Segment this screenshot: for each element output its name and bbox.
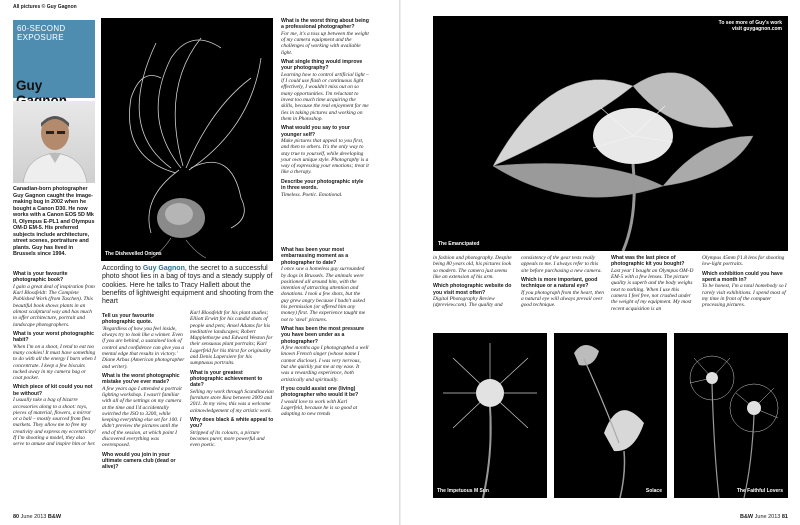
question-8: Why does black & white appeal to you? <box>190 417 274 430</box>
spine-gutter <box>399 0 401 525</box>
standfirst <box>102 265 274 306</box>
website-promo <box>719 20 782 32</box>
answer-15: I would love to work with Karl Lagerfeld, because he is so good at adapting to new trends <box>281 398 358 418</box>
left-column-4 <box>281 18 369 198</box>
photo-caption-impetuous: The Impetuous M Sun <box>437 488 489 494</box>
answer-17: Digital Photography Review (dpreview.com). The quality and <box>433 296 503 309</box>
question-19: Which is more important, good technique or a natural eye? <box>521 276 598 290</box>
question-20: What was the last piece of photographic kit you bought? <box>611 255 685 268</box>
question-22: Which exhibition could you have spent a month in? <box>702 270 783 283</box>
answer-9: For me, it's a toss up between the weight of my camera equipment and the challenges of working with available light. <box>281 30 369 56</box>
answer-2: When I'm on a shoot, I tend to eat too many cookies! It must have something to do with all the energy I burn when I concentrate. I keep a few biscuits tucked away in my camera bag or coat pocket. <box>13 343 96 382</box>
folio-left <box>13 514 61 520</box>
photo-caption-solace: Solace <box>645 488 662 494</box>
answer-16: in fashion and photography. Despite being 80 years old, his pictures look so modern. The camera just seems like an extension of his arm. <box>433 255 512 280</box>
standfirst-name: Guy Gagnon <box>142 265 185 272</box>
answer-1: I gain a great deal of inspiration from Karl Blossfeldt: The Complete Published Work (from Taschen). This beautiful book shows plants in an almost sculptural way and has much to offer architecture, portrait and landscape photographers. <box>13 283 95 328</box>
question-10: What single thing would improve your photography? <box>281 59 363 72</box>
photo-credit: All pictures © Guy Gagnon <box>13 4 77 10</box>
section-kicker-2: EXPOSURE <box>17 33 64 42</box>
answer-18: consistency of the gear tests really appeals to me. I always refer to this site before purchasing a new camera. <box>521 255 602 274</box>
answer-20: Last year I bought an Olympus OM-D EM-5 with a few lenses. The picture quality is superb and the body weighs next to nothing. When I use this camera I feel free, not crushed under the weight of my equipment. My most recent acquisition is an <box>611 267 694 312</box>
answer-5: A few years ago I attended a portrait lighting workshop. I wasn't familiar with all of the settings on my camera at the time and I'd accidentally switched the ISO to 3200, while keeping everything else set for 100. I didn't preview the pictures until the end of the session, at which point I discovered everything was overexposed. <box>102 385 182 449</box>
photo-impetuous-sun <box>433 333 547 498</box>
thistle-illustration <box>674 333 788 498</box>
photo-dishevelled-onions <box>101 18 273 261</box>
page-number-left: 80 <box>13 514 20 520</box>
portrait-photo <box>13 101 95 183</box>
question-2: What is your worst photographic habit? <box>13 330 94 344</box>
photo-faithful-lovers <box>674 333 788 498</box>
bio-text: Canadian-born photographer Guy Gagnon caught the image-making bug in 2002 when he bought a Canon D30. He now works with a Canon EOS 5D Mk II, Olympus E-PL1 and Olympus OM-D EM-5. His preferred subjects include architecture, street scenes, portraiture and plants. Guy has lived in Brussels since 1994. <box>13 186 95 257</box>
subject-name: Guy <box>16 78 43 93</box>
onion-illustration <box>101 18 273 261</box>
left-column-1 <box>13 268 96 448</box>
question-11: What would you say to your younger self? <box>281 125 350 138</box>
left-column-3 <box>190 310 274 449</box>
right-column-4 <box>702 255 788 309</box>
photo-caption-onions: The Dishevelled Onions <box>105 251 162 257</box>
answer-19: If you photograph from the heart, then a natural eye will always prevail over good technique. <box>521 289 604 309</box>
question-5: What is the worst photographic mistake you've ever made? <box>102 372 180 386</box>
standfirst-pre: According to <box>102 265 143 272</box>
page-number-right: 81 <box>781 514 788 520</box>
question-1: What is your favourite photographic book? <box>13 271 68 284</box>
question-12: Describe your photographic style in three words. <box>281 178 364 192</box>
question-4: Tell us your favourite photographic quote. <box>102 313 155 326</box>
left-column-2 <box>102 310 185 471</box>
magazine-name-right: B&W <box>739 514 754 520</box>
question-14: What has been the most pressure you have been under as a photographer? <box>281 325 365 345</box>
website-url: visit guygagnon.com <box>731 26 782 32</box>
section-tag <box>13 20 95 98</box>
right-column-3 <box>611 255 695 312</box>
answer-13: I once saw a homeless guy surrounded by dogs in Brussels. The animals were positioned all around him, with the intention of attracting attention and donations. I took a few shots, but the guy grew angry because I hadn't asked his permission (or offered him any money) first. The experience taught me not to 'steal' pictures. <box>281 266 366 323</box>
answer-14: A few months ago I photographed a well known French singer (whose name I cannot disclose). I was very nervous, but she quickly put me at my ease. It was a rewarding experience, both artistically and spiritually. <box>281 345 369 383</box>
photo-emancipated <box>433 16 788 251</box>
answer-21: Olympus 45mm f/1.8 lens for shooting low-light portraits. <box>702 255 785 268</box>
issue-date-right: June 2013 <box>754 514 781 520</box>
answer-11: Make pictures that appeal to you first, and then to others. It's the only way to stay true to yourself, while developing your own unique style. Photography is a way of expressing your emotions; treat it like a therapy. <box>281 138 369 176</box>
website-promo-line1: To see more of Guy's work <box>718 20 782 26</box>
magazine-name-left: B&W <box>47 514 62 520</box>
issue-date-left: June 2013 <box>20 514 47 520</box>
sunflower-illustration <box>433 333 547 498</box>
photo-solace <box>554 333 667 498</box>
flower-illustration <box>433 16 788 251</box>
right-spill-column <box>281 244 369 418</box>
photo-caption-emancipated: The Emancipated <box>438 241 480 247</box>
standfirst-post: , the secret to a successful photo shoot lies in a bag of toys and a steady supply of cookies. Here he talks to Tracy Hallett about the benefits of lightweight equipment and shooting from the heart <box>102 265 274 306</box>
portrait-figure <box>13 101 95 183</box>
question-6: Who would you join in your ultimate camera club (dead or alive)? <box>102 451 176 471</box>
question-17: Which photographic website do you visit most often? <box>433 283 512 296</box>
right-column-1 <box>433 255 515 309</box>
question-15: If you could assist one (living) photographer who would it be? <box>281 385 359 399</box>
question-3: Which piece of kit could you not be without? <box>13 384 93 397</box>
answer-6: Karl Blossfeldt for his plant studies; Elliott Erwitt for his candid shots of people and pets; Ansel Adams for his meditative landscapes; Robert Mapplethorpe and Edward Weston for their sensuous plant portraits; Karl Lagerfeld for his thirst for originality and Denis Lapersiere for his sumptuous portraits. <box>190 310 273 367</box>
answer-8: Stripped of its colours, a picture becomes purer, more powerful and even poetic. <box>190 429 265 449</box>
right-column-2 <box>521 255 605 309</box>
photo-caption-faithful: The Faithful Lovers <box>736 488 783 494</box>
folio-right <box>740 514 788 520</box>
question-13: What has been your most embarrassing moment as a photographer to date? <box>281 247 349 266</box>
answer-3: I usually take a bag of bizarre accessories along to a shoot: toys, pieces of material, flowers, a mirror or a ball – mostly sourced from flea markets. They allow me to free my creativity and express my eccentricity! If I'm shooting a model, they also serve to amuse and inspire him or her. <box>13 397 96 448</box>
poppy-illustration <box>554 333 667 498</box>
answer-22: To be honest, I'm a total homebody so I rarely visit exhibitions. I spend most of my time in front of the computer processing pictures. <box>702 283 787 309</box>
answer-7: Selling my work through Scandinavian furniture store Ikea between 2009 and 2011. In my view, this was a welcome acknowledgement of my artistic work. <box>190 388 274 414</box>
answer-10: Learning how to control artificial light – if I could use flash or continuous light effectively, I wouldn't miss out on so many opportunities. I'm reluctant to invest too much time acquiring the skills, because the real enjoyment for me lies in taking pictures and working on them in Photoshop. <box>281 71 369 122</box>
answer-12: Timeless. Poetic. Emotional. <box>281 191 343 198</box>
question-9: What is the worst thing about being a professional photographer? <box>281 18 369 31</box>
answer-4: 'Regardless of how you feel inside, always try to look like a winner. Even if you are behind, a sustained look of control and confidence can give you a mental edge that results in victory.' Diane Arbus (American photographer and writer). <box>102 325 185 370</box>
question-7: What is your greatest photographic achievement to date? <box>190 369 263 389</box>
section-kicker-1: 60-SECOND <box>17 24 66 33</box>
